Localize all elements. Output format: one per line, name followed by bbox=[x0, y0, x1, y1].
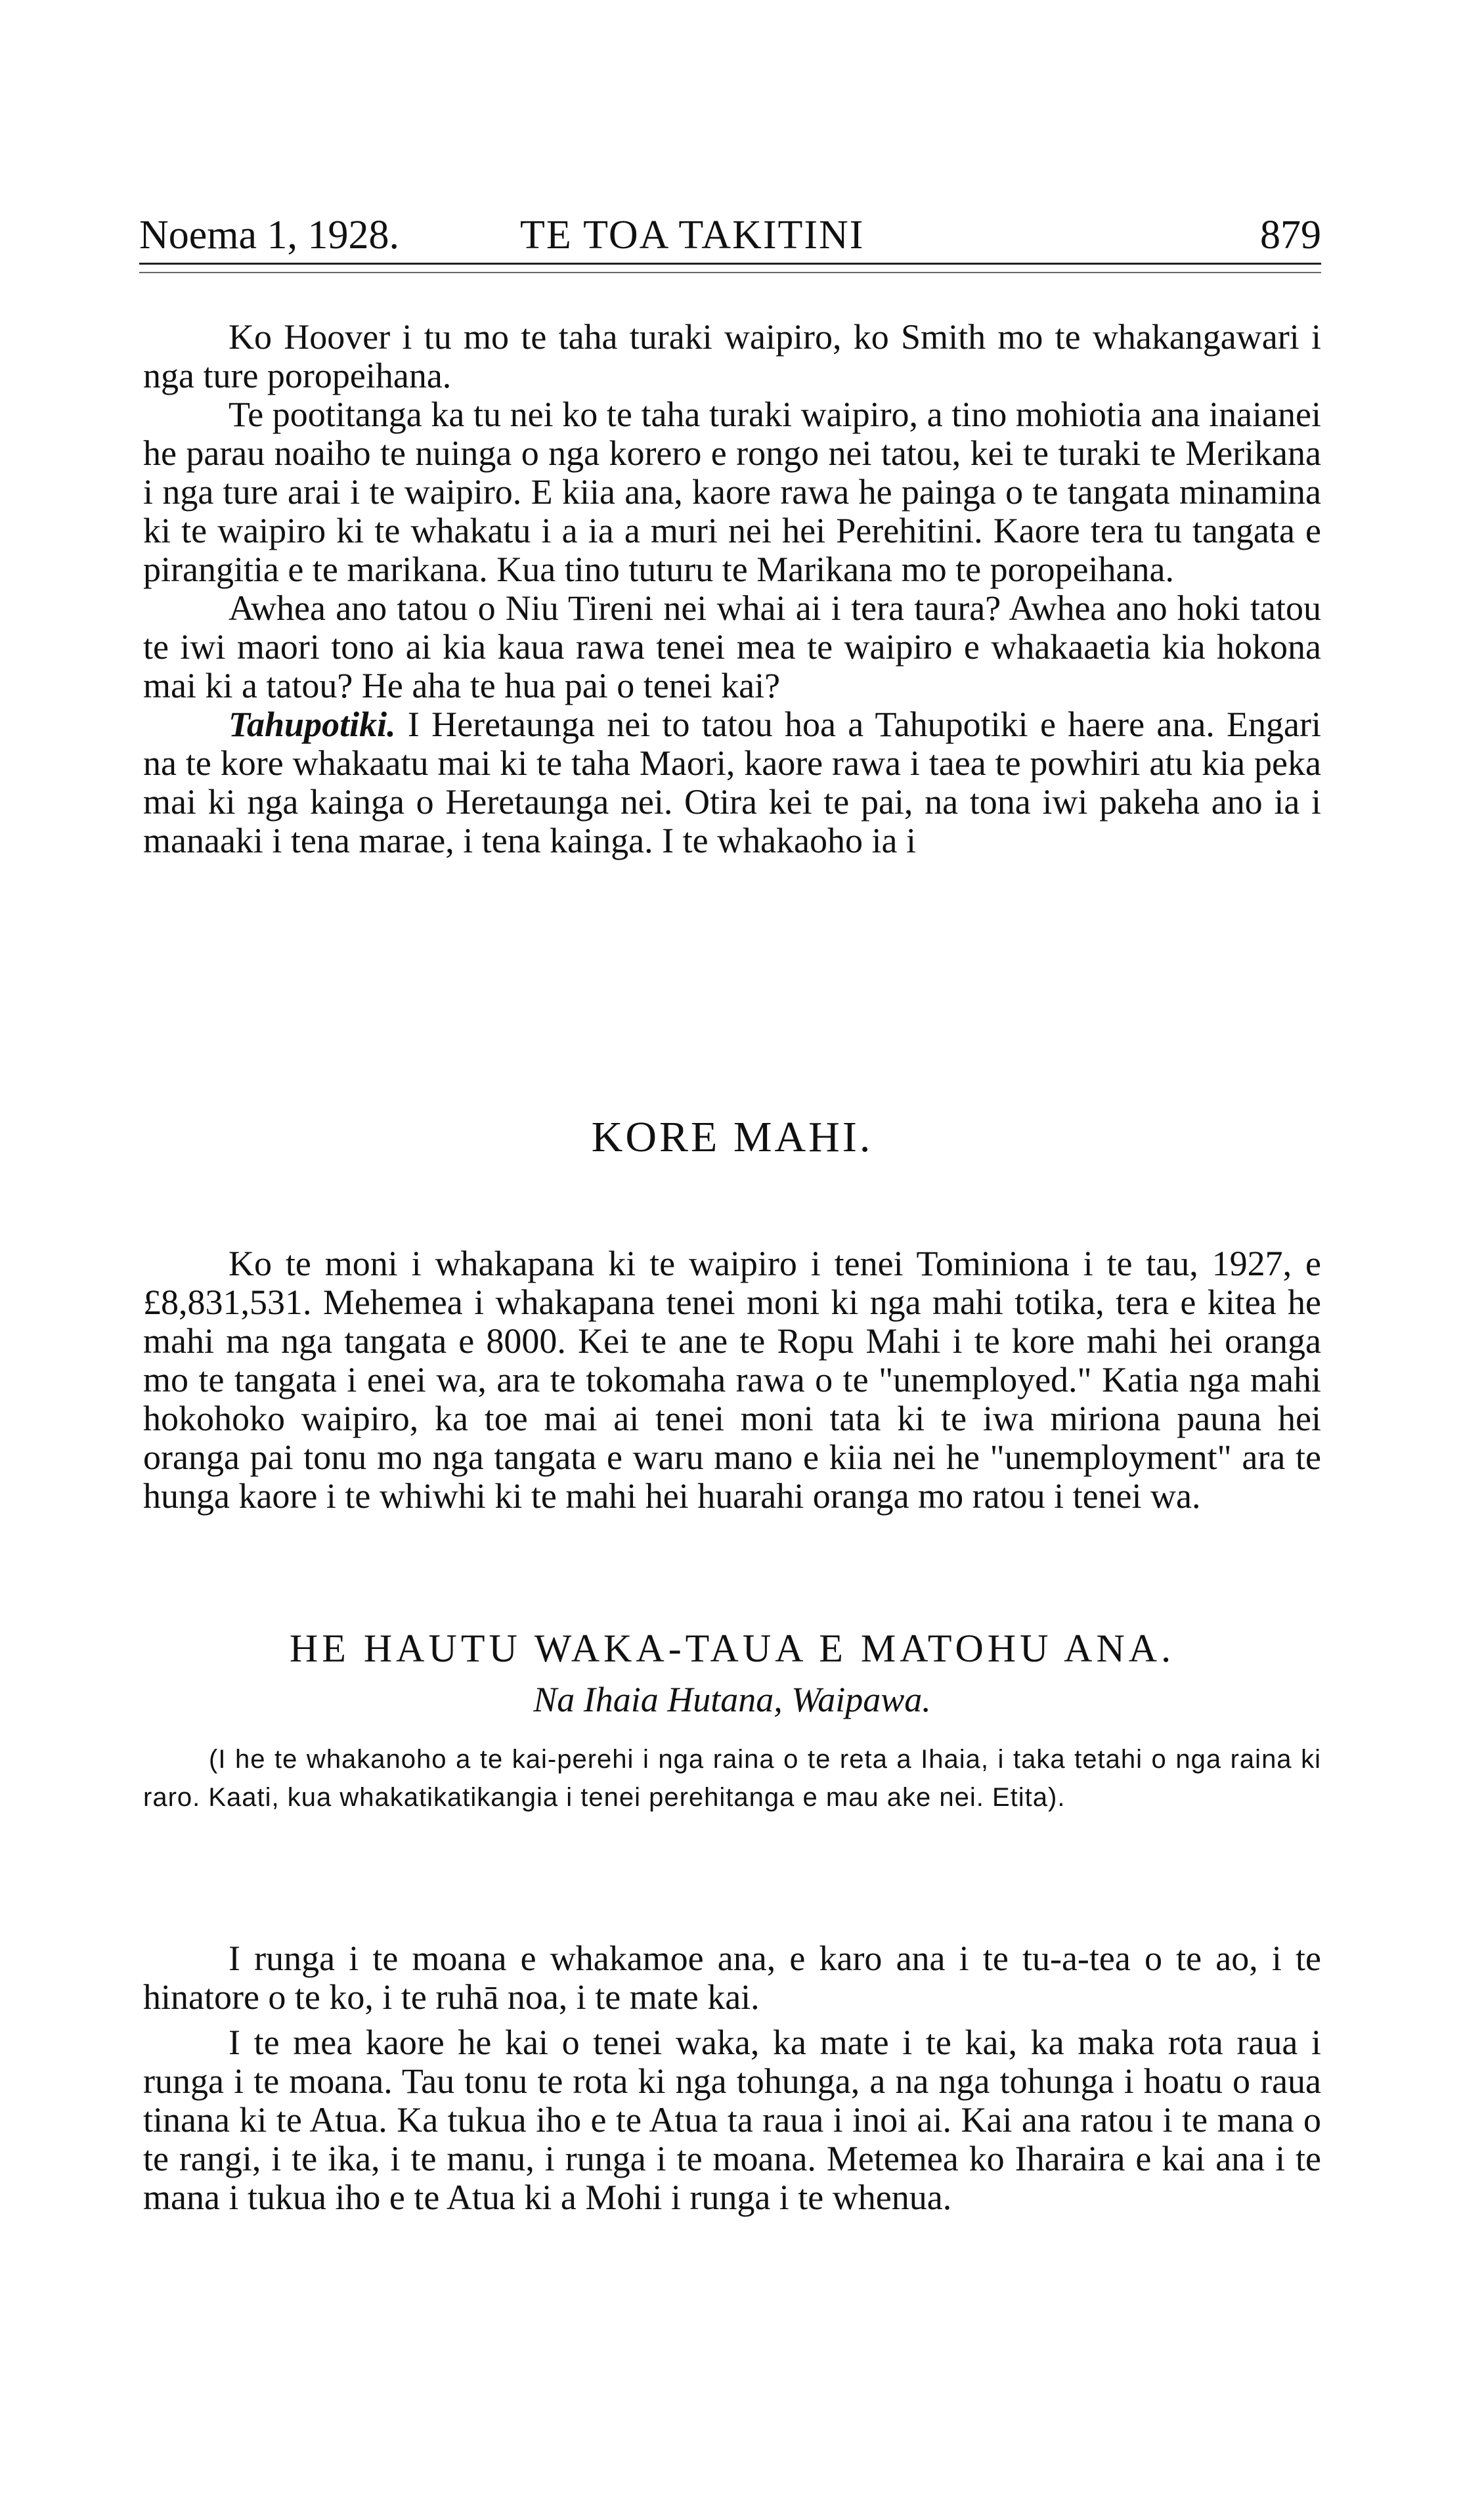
intro-paragraph-4-text: I Heretaunga nei to tatou hoa a Tahupotiki e haere ana. Engari na te kore whakaatu mai ki te taha Maori, kaore rawa i taea te powhiri atu kia peka mai ki nga kainga o Heretaunga nei. Otira kei te pai, na tona iwi pakeha ano ia i manaaki i tena marae, i tena kainga. I te whakaoho ia i bbox=[143, 705, 1321, 860]
kore-mahi-section bbox=[143, 1244, 1321, 1516]
header-divider-thin bbox=[139, 272, 1321, 273]
haututu-author: Na Ihaia Hutana, Waipawa. bbox=[533, 1680, 931, 1719]
publication-title: TE TOA TAKITINI bbox=[520, 213, 865, 257]
page-number: 879 bbox=[1260, 213, 1321, 257]
intro-paragraph-1: Ko Hoover i tu mo te taha turaki waipiro, ko Smith mo te whakangawari i nga ture poropeihana. bbox=[143, 317, 1321, 395]
intro-paragraph-4 bbox=[143, 705, 1321, 860]
intro-paragraph-2: Te pootitanga ka tu nei ko te taha turaki waipiro, a tino mohiotia ana inaianei he parau noaiho te nuinga o nga korero e rongo nei tatou, kei te turaki te Merikana i nga ture arai i te waipiro. E kiia ana, kaore rawa he painga o te tangata minamina ki te waipiro ki te whakatu i a ia a muri nei hei Perehitini. Kaore tera tu tangata e pirangitia e te marikana. Kua tino tuturu te Marikana mo te poropeihana. bbox=[143, 395, 1321, 589]
editor-note-text: (I he te whakanoho a te kai-perehi i nga raina o te reta a Ihaia, i taka tetahi o nga raina ki raro. Kaati, kua whakatikatikangia i tenei perehitanga e mau ake nei. Etita). bbox=[143, 1745, 1321, 1812]
kore-mahi-heading: KORE MAHI. bbox=[591, 1113, 873, 1161]
intro-section bbox=[143, 318, 1321, 860]
header-divider bbox=[139, 263, 1321, 265]
page-header bbox=[139, 209, 1321, 261]
haututu-paragraph-1: I runga i te moana e whakamoe ana, e karo ana i te tu-a-tea o te ao, i te hinatore o te ko, i te ruhā noa, i te mate kai. bbox=[143, 1939, 1321, 2017]
haututu-paragraph-2: I te mea kaore he kai o tenei waka, ka mate i te kai, ka maka rota raua i runga i te moana. Tau tonu te rota ki nga tohunga, a na nga tohunga i hoatu o raua tinana ki te Atua. Ka tukua iho e te Atua ta raua i inoi ai. Kai ana ratou i te mana o te rangi, i te ika, i te manu, i runga i te moana. Metemea ko Iharaira e kai ana i te mana i tukua iho e te Atua ki a Mohi i runga i te whenua. bbox=[143, 2023, 1321, 2217]
haututu-heading: HE HAUTU WAKA-TAUA E MATOHU ANA. bbox=[289, 1627, 1175, 1670]
issue-date: Noema 1, 1928. bbox=[139, 213, 400, 257]
haututu-section bbox=[143, 1939, 1321, 2217]
editor-note bbox=[143, 1740, 1321, 1816]
tahupotiki-lead: Tahupotiki. bbox=[229, 705, 396, 744]
kore-mahi-body: Ko te moni i whakapana ki te waipiro i tenei Tominiona i te tau, 1927, e £8,831,531. Mehemea i whakapana tenei moni ki nga mahi totika, tera e kitea he mahi ma nga tangata e 8000. Kei te ane te Ropu Mahi i te kore mahi hei oranga mo te tangata i enei wa, ara te tokomaha rawa o te "unemployed." Katia nga mahi hokohoko waipiro, ka toe mai ai tenei moni tata ki te iwa miriona pauna hei oranga pai tonu mo nga tangata e waru mano e kiia nei he "unemployment" ara te hunga kaore i te whiwhi ki te mahi hei huarahi oranga mo ratou i tenei wa. bbox=[143, 1244, 1321, 1516]
intro-paragraph-3: Awhea ano tatou o Niu Tireni nei whai ai i tera taura? Awhea ano hoki tatou te iwi maori tono ai kia kaua rawa tenei mea te waipiro e whakaaetia kia hokona mai ki a tatou? He aha te hua pai o tenei kai? bbox=[143, 588, 1321, 705]
